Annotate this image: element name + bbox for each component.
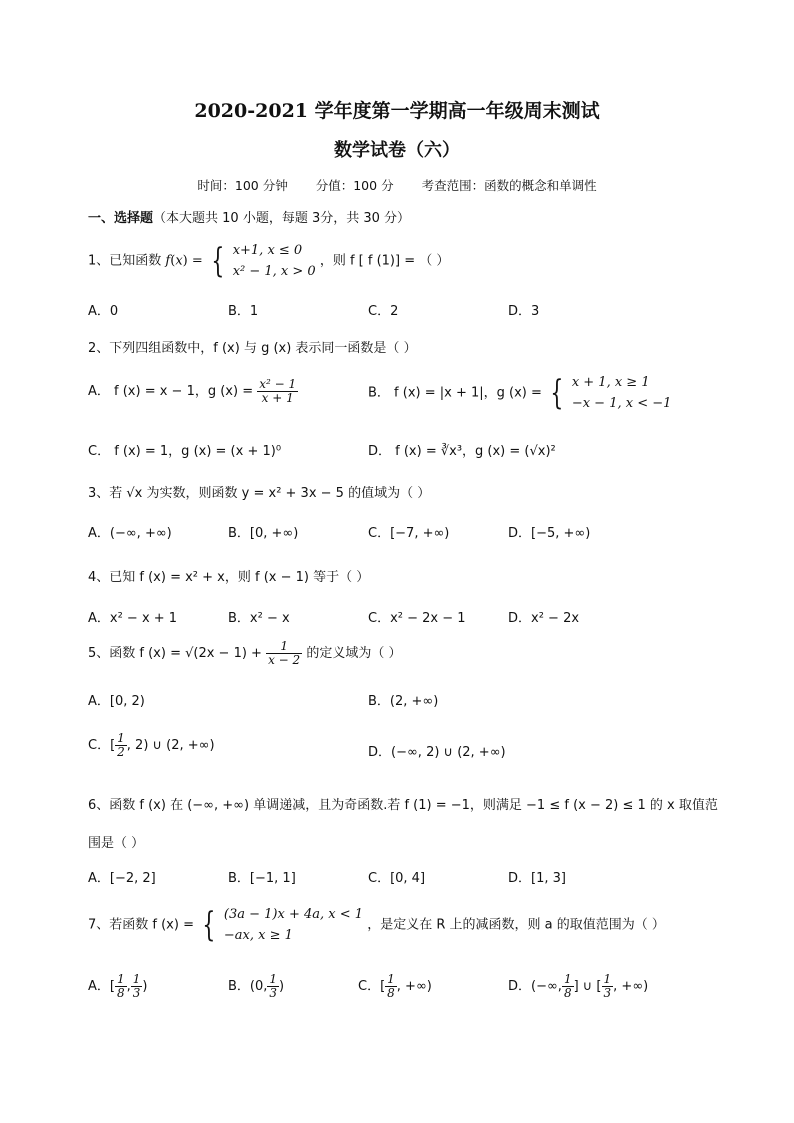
q7-a-num-1: 1 (116, 972, 125, 986)
q1-option-b: B．1 (228, 304, 259, 319)
section-heading (88, 207, 410, 226)
q7-d-num-1: 1 (563, 972, 572, 986)
q2-b-case-1: x + 1, x ≥ 1 (571, 375, 650, 390)
exam-score: 分值：100 分 (315, 178, 394, 193)
q7-b-den: 3 (269, 986, 278, 1001)
section-label: 一、选择题 (88, 211, 154, 226)
q7-option-b (228, 973, 284, 1000)
q7-option-a: A．[ $\frac{1}{8}$ , $\frac{1}{3}$ ) (88, 972, 148, 1001)
q7-d-den-2: 3 (603, 986, 612, 1001)
q7-d-den-1: 8 (563, 986, 572, 1001)
q2-b-brace: { (550, 373, 564, 413)
q1-lead: 1、已知函数 (88, 253, 162, 269)
question-2-stem: 2、下列四组函数中，f (x) 与 g (x) 表示同一函数是（ ） (88, 341, 417, 356)
q1-option-d: D．3 (508, 304, 540, 319)
q7-case-2: −ax, x ≥ 1 (223, 928, 293, 943)
question-3-stem: 3、若 √x 为实数，则函数 y = x² + 3x − 5 的值域为（ ） (88, 486, 431, 501)
q2-a-numerator: x² − 1 (259, 377, 297, 391)
exam-time: 时间：100 分钟 (197, 178, 288, 193)
q4-option-b: B．x² − x (228, 611, 290, 626)
q7-c-pre: C．[ (358, 979, 386, 995)
q7-d-fraction-1 (562, 973, 574, 1000)
q6-option-b: B．[−1, 1] (228, 871, 296, 886)
q7-d-post: , +∞) (613, 979, 649, 995)
q5-option-a: A．[0, 2) (88, 694, 145, 709)
q4-option-d: D．x² − 2x (508, 611, 580, 626)
q5-c-fraction (115, 732, 127, 759)
q7-a-fraction-2 (131, 973, 143, 1000)
q7-case-1: (3a − 1)x + 4a, x < 1 (223, 907, 364, 922)
q1-option-a: A．0 (88, 304, 119, 319)
q6-option-a: A．[−2, 2] (88, 871, 156, 886)
q2-b-cases (572, 372, 672, 414)
q7-b-pre: B．(0, (228, 979, 268, 995)
q1-case-1: x+1, x ≤ 0 (232, 243, 303, 258)
q7-option-c (358, 973, 432, 1000)
section-note: （本大题共 10 小题，每题 3分，共 30 分） (153, 211, 411, 226)
question-5-stem (88, 640, 401, 667)
q2-option-b-text: B． f (x) = |x + 1|，g (x) = (368, 385, 542, 401)
question-1-stem: 1、已知函数 f(x) = { x+1, x ≤ 0 x² − 1, x > 0 ，则 f [ f (1)] = （ ） (88, 241, 450, 281)
q7-c-num: 1 (387, 972, 395, 986)
q7-option-d (508, 973, 648, 1000)
q7-b-post: ) (279, 979, 285, 995)
q2-option-a-text: A． f (x) = x − 1，g (x) = (88, 384, 254, 400)
q7-b-num: 1 (269, 972, 278, 986)
q7-c-den: 8 (387, 986, 395, 1001)
q5-c-post: , 2) ∪ (2, +∞) (126, 738, 215, 754)
q6-option-d: D．[1, 3] (508, 871, 566, 886)
q5-stem-a: 5、函数 f (x) = √(2x − 1) + (88, 646, 262, 662)
q7-a-fraction-1 (115, 973, 127, 1000)
q5-denominator: x − 2 (268, 653, 301, 668)
q1-cases (233, 240, 316, 282)
q2-option-b (368, 372, 671, 414)
question-4-stem: 4、已知 f (x) = x² + x，则 f (x − 1) 等于（ ） (88, 570, 370, 585)
q7-c-fraction (385, 973, 397, 1000)
exam-title: 2020-2021 学年度第一学期高一年级周末测试 (194, 100, 600, 122)
q5-fraction (266, 640, 302, 667)
exam-meta (0, 176, 794, 194)
q5-option-d: D．(−∞, 2) ∪ (2, +∞) (368, 745, 506, 760)
q7-d-pre: D．(−∞, (508, 979, 562, 995)
q2-option-a (88, 378, 298, 405)
q6-option-c: C．[0, 4] (368, 871, 426, 886)
q5-option-c (88, 732, 215, 759)
q2-option-c: C． f (x) = 1，g (x) = (x + 1)⁰ (88, 444, 282, 459)
question-6-line-1: 6、函数 f (x) 在 (−∞, +∞) 单调递减，且为奇函数.若 f (1) = −1，则满足 −1 ≤ f (x − 2) ≤ 1 的 x 取值范 (88, 798, 718, 813)
question-7-stem (88, 904, 665, 946)
q3-option-c: C．[−7, +∞) (368, 526, 450, 541)
q7-lead: 7、若函数 f (x) = (88, 917, 194, 933)
q7-a-den-2: 3 (132, 986, 141, 1001)
q7-a-pre: A．[ (88, 979, 115, 995)
q7-d-mid: ] ∪ [ (573, 979, 602, 995)
q1-brace: { (211, 241, 225, 281)
q2-option-a-fraction (257, 378, 298, 405)
q2-b-case-2: −x − 1, x < −1 (571, 396, 672, 411)
q3-option-b: B．[0, +∞) (228, 526, 299, 541)
q7-b-fraction (267, 973, 279, 1000)
exam-scope: 考查范围：函数的概念和单调性 (421, 178, 597, 193)
q7-d-num-2: 1 (603, 972, 612, 986)
exam-subtitle: 数学试卷（六） (334, 140, 460, 161)
q1-tail: ，则 f [ f (1)] = （ ） (319, 253, 450, 269)
q4-option-a: A．x² − x + 1 (88, 611, 178, 626)
q5-option-b: B．(2, +∞) (368, 694, 439, 709)
q1-case-2: x² − 1, x > 0 (232, 264, 316, 279)
q1-option-c: C．2 (368, 304, 399, 319)
q7-a-num-2: 1 (132, 972, 141, 986)
q2-a-denominator: x + 1 (261, 391, 294, 406)
q5-stem-b: 的定义域为（ ） (306, 646, 402, 662)
q3-option-a: A．(−∞, +∞) (88, 526, 172, 541)
q7-c-post: , +∞) (396, 979, 432, 995)
q7-cases (224, 904, 363, 946)
q3-option-d: D．[−5, +∞) (508, 526, 591, 541)
q7-tail: ，是定义在 R 上的减函数，则 a 的取值范围为（ ） (367, 917, 665, 933)
q7-a-post: ) (142, 979, 148, 995)
q5-c-pre: C．[ (88, 738, 116, 754)
q7-a-den-1: 8 (116, 986, 125, 1001)
q2-option-d: D． f (x) = ∛x³，g (x) = (√x)² (368, 444, 556, 459)
q5-numerator: 1 (266, 640, 302, 654)
q5-c-denominator: 2 (117, 745, 125, 760)
q5-c-numerator: 1 (117, 731, 125, 745)
q4-option-c: C．x² − 2x − 1 (368, 611, 466, 626)
question-6-line-2: 围是（ ） (88, 836, 145, 851)
q7-d-fraction-2 (602, 973, 614, 1000)
q7-brace: { (202, 905, 216, 945)
